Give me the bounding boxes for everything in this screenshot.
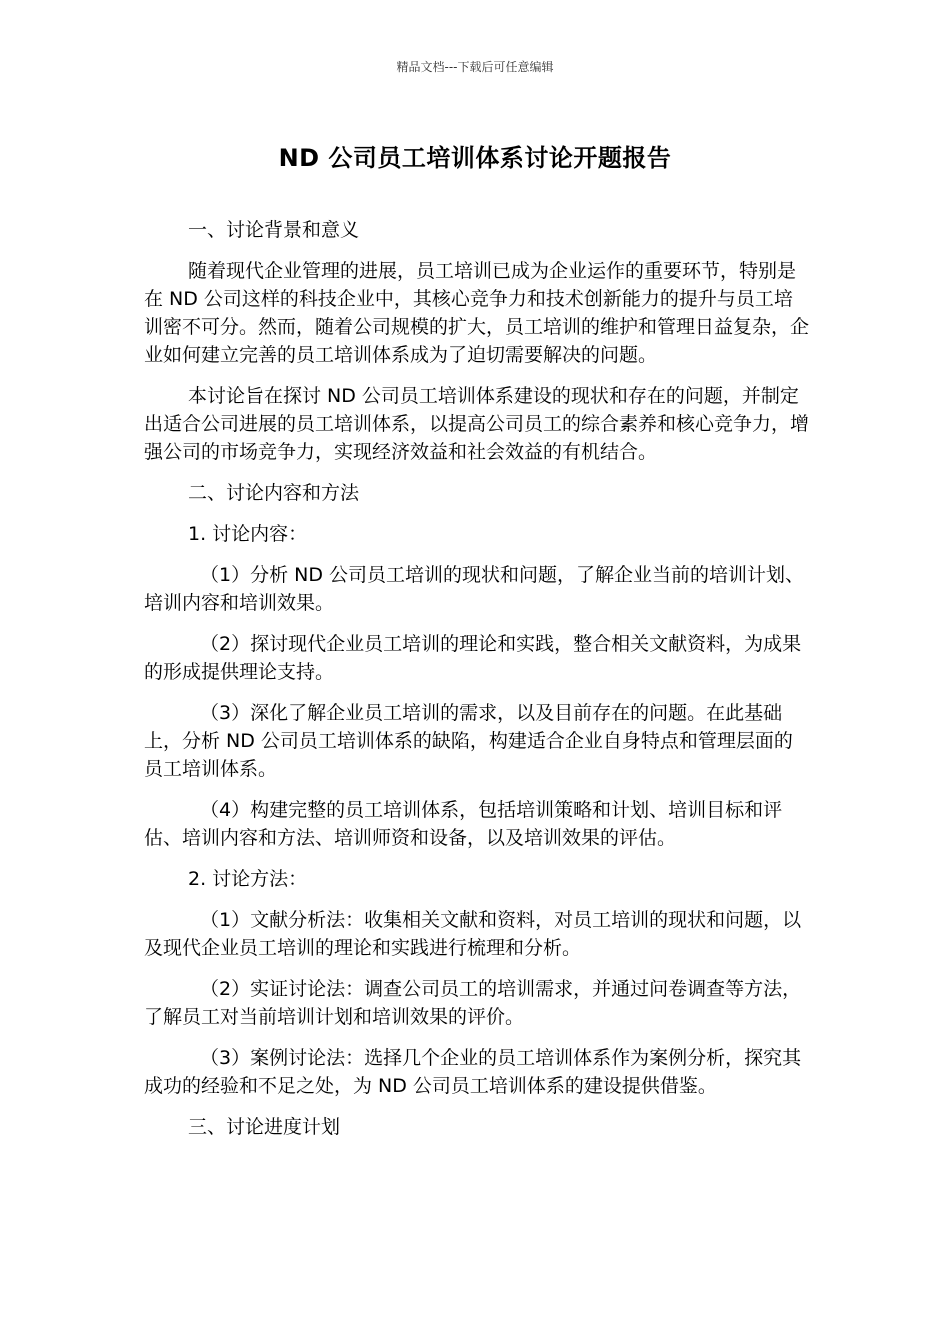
section3-heading: 三、讨论进度计划 <box>188 1116 341 1138</box>
section1-paragraph-1: 随着现代企业管理的进展，员工培训已成为企业运作的重要环节，特别是在 ND 公司这样的科技企业中，其核心竞争力和技术创新能力的提升与员工培训密不可分。然而，随着公司规模的扩大，员工培训的维护和管理日益复杂，企业如何建立完善的员工培训体系成为了迫切需要解决的问题。 <box>144 260 810 366</box>
method-item-3: （3）案例讨论法：选择几个企业的员工培训体系作为案例分析，探究其成功的经验和不足之处，为 ND 公司员工培训体系的建设提供借鉴。 <box>144 1047 802 1097</box>
research-method-heading: 2. 讨论方法： <box>188 868 308 890</box>
method-item-2: （2）实证讨论法：调查公司员工的培训需求，并通过问卷调查等方法，了解员工对当前培训计划和培训效果的评价。 <box>144 978 802 1028</box>
content-item-2: （2）探讨现代企业员工培训的理论和实践，整合相关文献资料，为成果的形成提供理论支持。 <box>144 633 802 683</box>
section2-heading: 二、讨论内容和方法 <box>188 482 360 504</box>
document-body <box>144 216 810 1154</box>
section1-paragraph-2: 本讨论旨在探讨 ND 公司员工培训体系建设的现状和存在的问题，并制定出适合公司进展的员工培训体系，以提高公司员工的综合素养和核心竞争力，增强公司的市场竞争力，实现经济效益和社会效益的有机结合。 <box>144 385 810 463</box>
content-item-3: （3）深化了解企业员工培训的需求，以及目前存在的问题。在此基础上，分析 ND 公司员工培训体系的缺陷，构建适合企业自身特点和管理层面的员工培训体系。 <box>144 702 793 780</box>
section1-heading: 一、讨论背景和意义 <box>188 219 360 241</box>
research-content-heading: 1. 讨论内容： <box>188 523 308 545</box>
page-header-note: 精品文档---下载后可任意编辑 <box>396 60 554 74</box>
content-item-4: （4）构建完整的员工培训体系，包括培训策略和计划、培训目标和评估、培训内容和方法、培训师资和设备，以及培训效果的评估。 <box>144 799 783 849</box>
content-item-1: （1）分析 ND 公司员工培训的现状和问题，了解企业当前的培训计划、培训内容和培训效果。 <box>144 564 805 614</box>
method-item-1: （1）文献分析法：收集相关文献和资料，对员工培训的现状和问题，以及现代企业员工培训的理论和实践进行梳理和分析。 <box>144 909 802 959</box>
document-title: ND 公司员工培训体系讨论开题报告 <box>278 144 672 172</box>
